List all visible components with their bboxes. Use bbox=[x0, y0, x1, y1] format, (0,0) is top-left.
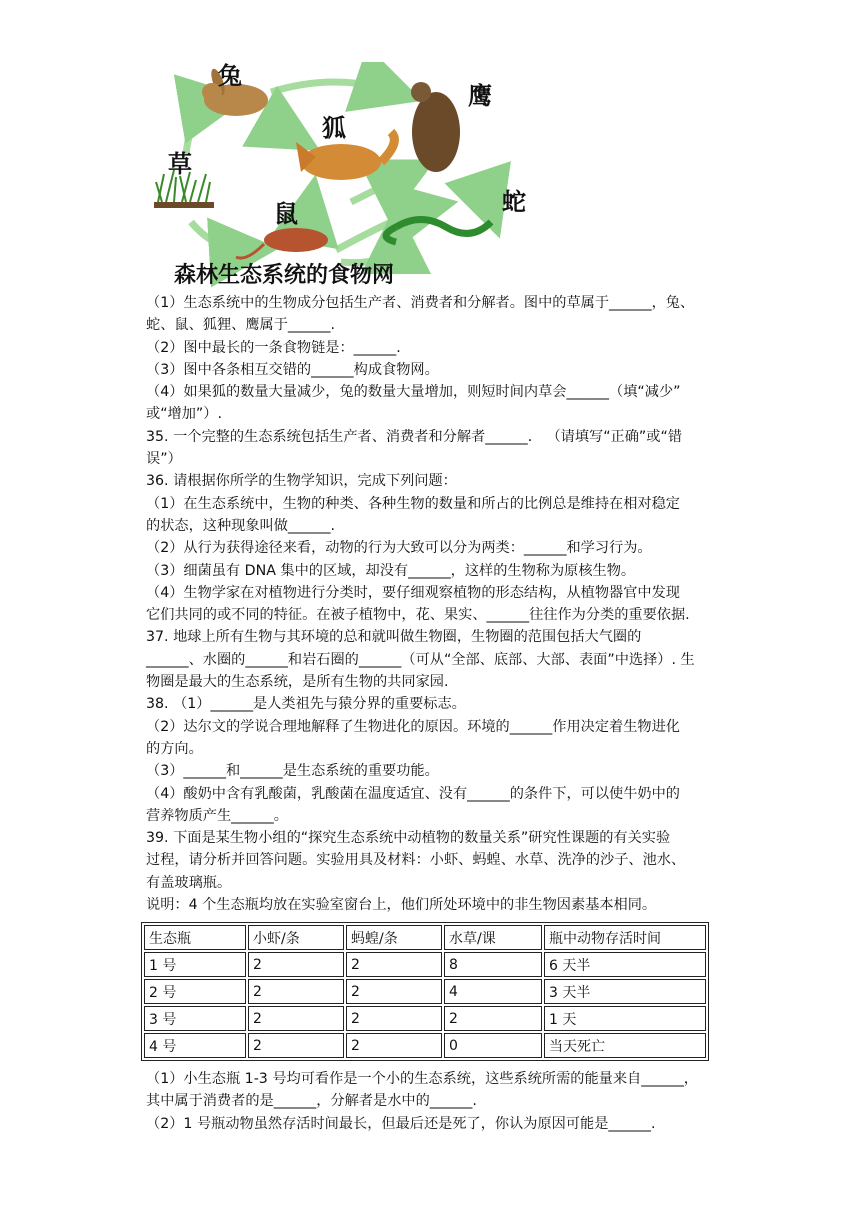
table-row bbox=[144, 1033, 706, 1058]
text-line: （4）酸奶中含有乳酸菌，乳酸菌在温度适宜、没有______的条件下，可以使牛奶中的 bbox=[146, 785, 680, 802]
text-line: （3）图中各条相互交错的______构成食物网。 bbox=[146, 361, 439, 378]
label-snake: 蛇 bbox=[502, 187, 526, 216]
text-line: 蛇、鼠、狐狸、鹰属于______. bbox=[146, 317, 335, 334]
table-cell: 当天死亡 bbox=[544, 1033, 706, 1058]
table-header-cell: 小虾/条 bbox=[248, 925, 344, 950]
snake-drawing bbox=[386, 220, 491, 243]
label-grass: 草 bbox=[168, 149, 192, 178]
table-row bbox=[144, 979, 706, 1004]
table-header-cell: 水草/课 bbox=[444, 925, 542, 950]
question-39-answers bbox=[146, 1068, 716, 1135]
figure-caption: 森林生态系统的食物网 bbox=[174, 262, 395, 288]
table-header-cell: 瓶中动物存活时间 bbox=[544, 925, 706, 950]
text-line: （1）生态系统中的生物成分包括生产者、消费者和分解者。图中的草属于______，兔、 bbox=[146, 295, 695, 311]
label-eagle: 鹰 bbox=[468, 81, 492, 110]
table-cell: 2 bbox=[248, 1033, 344, 1058]
table-cell: 6 天半 bbox=[544, 952, 706, 977]
label-fox: 狐 bbox=[322, 113, 346, 142]
text-line: 的方向。 bbox=[146, 740, 203, 757]
text-line: 说明：4 个生态瓶均放在实验室窗台上，他们所处环境中的非生物因素基本相同。 bbox=[146, 897, 657, 914]
text-line: 过程，请分析并回答问题。实验用具及材料：小虾、蚂蝗、水草、洗净的沙子、池水、 bbox=[146, 852, 686, 869]
table-row bbox=[144, 952, 706, 977]
table-cell: 2 bbox=[346, 952, 442, 977]
text-line: 的状态，这种现象叫做______. bbox=[146, 517, 335, 534]
table-cell: 2 bbox=[248, 979, 344, 1004]
table-header-cell: 生态瓶 bbox=[144, 925, 246, 950]
question-34 bbox=[146, 292, 716, 916]
ecosystem-bottle-table bbox=[141, 922, 709, 1061]
table-cell: 4 号 bbox=[144, 1033, 246, 1058]
table-header-cell: 蚂蝗/条 bbox=[346, 925, 442, 950]
table-cell: 2 bbox=[346, 1006, 442, 1031]
text-line: 营养物质产生______。 bbox=[146, 807, 288, 824]
table-cell: 3 号 bbox=[144, 1006, 246, 1031]
text-line: （2）图中最长的一条食物链是：______. bbox=[146, 339, 401, 356]
label-rabbit: 兔 bbox=[218, 62, 242, 90]
table-row bbox=[144, 1006, 706, 1031]
label-mouse: 鼠 bbox=[274, 199, 298, 228]
text-line: （4）如果狐的数量大量减少，兔的数量大量增加，则短时间内草会______（填“减少” bbox=[146, 384, 681, 401]
text-line: （2）从行为获得途径来看，动物的行为大致可以分为两类：______和学习行为。 bbox=[146, 540, 652, 557]
text-line: （2）达尔文的学说合理地解释了生物进化的原因。环境的______作用决定着生物进化 bbox=[146, 718, 680, 735]
text-line: 38. （1）______是人类祖先与猿分界的重要标志。 bbox=[146, 696, 466, 713]
text-line: （1）在生态系统中，生物的种类、各种生物的数量和所占的比例总是维持在相对稳定 bbox=[146, 495, 680, 512]
table-cell: 2 号 bbox=[144, 979, 246, 1004]
table-cell: 0 bbox=[444, 1033, 542, 1058]
text-line: 有盖玻璃瓶。 bbox=[146, 874, 232, 891]
text-line: （4）生物学家在对植物进行分类时，要仔细观察植物的形态结构，从植物器官中发现 bbox=[146, 584, 680, 601]
food-web-illustration bbox=[146, 62, 534, 290]
table-cell: 2 bbox=[248, 952, 344, 977]
text-line: ______、水圈的______和岩石圈的______（可从“全部、底部、大部、表面”中选择）. 生 bbox=[146, 651, 695, 668]
table-header-row bbox=[144, 925, 706, 950]
text-line: （3）______和______是生态系统的重要功能。 bbox=[146, 763, 439, 780]
text-line: （3）细菌虽有 DNA 集中的区域，却没有______，这样的生物称为原核生物。 bbox=[146, 562, 636, 579]
text-line: 37. 地球上所有生物与其环境的总和就叫做生物圈，生物圈的范围包括大气圈的 bbox=[146, 629, 642, 646]
text-line: 36. 请根据你所学的生物学知识，完成下列问题： bbox=[146, 473, 457, 490]
text-line: 误”） bbox=[146, 451, 182, 468]
table-cell: 2 bbox=[248, 1006, 344, 1031]
food-web-figure bbox=[146, 62, 534, 290]
text-line: 它们共同的或不同的特征。在被子植物中，花、果实、______往往作为分类的重要依据. bbox=[146, 607, 690, 624]
table-cell: 8 bbox=[444, 952, 542, 977]
eagle-drawing bbox=[411, 82, 460, 172]
text-line: （1）小生态瓶 1-3 号均可看作是一个小的生态系统，这些系统所需的能量来自______， bbox=[146, 1071, 698, 1087]
table-cell: 4 bbox=[444, 979, 542, 1004]
table-cell: 1 号 bbox=[144, 952, 246, 977]
table-cell: 2 bbox=[444, 1006, 542, 1031]
text-line: （2）1 号瓶动物虽然存活时间最长，但最后还是死了，你认为原因可能是______. bbox=[146, 1115, 656, 1132]
text-line: 39. 下面是某生物小组的“探究生态系统中动植物的数量关系”研究性课题的有关实验 bbox=[146, 830, 671, 847]
text-line: 其中属于消费者的是______，分解者是水中的______. bbox=[146, 1093, 477, 1110]
text-line: 物圈是最大的生态系统，是所有生物的共同家园. bbox=[146, 674, 449, 691]
table-cell: 2 bbox=[346, 979, 442, 1004]
table-cell: 1 天 bbox=[544, 1006, 706, 1031]
text-line: 35. 一个完整的生态系统包括生产者、消费者和分解者______． （请填写“正确”或“错 bbox=[146, 428, 683, 445]
table-cell: 3 天半 bbox=[544, 979, 706, 1004]
mouse-drawing bbox=[236, 228, 328, 258]
text-line: 或“增加”）. bbox=[146, 406, 222, 423]
table-cell: 2 bbox=[346, 1033, 442, 1058]
